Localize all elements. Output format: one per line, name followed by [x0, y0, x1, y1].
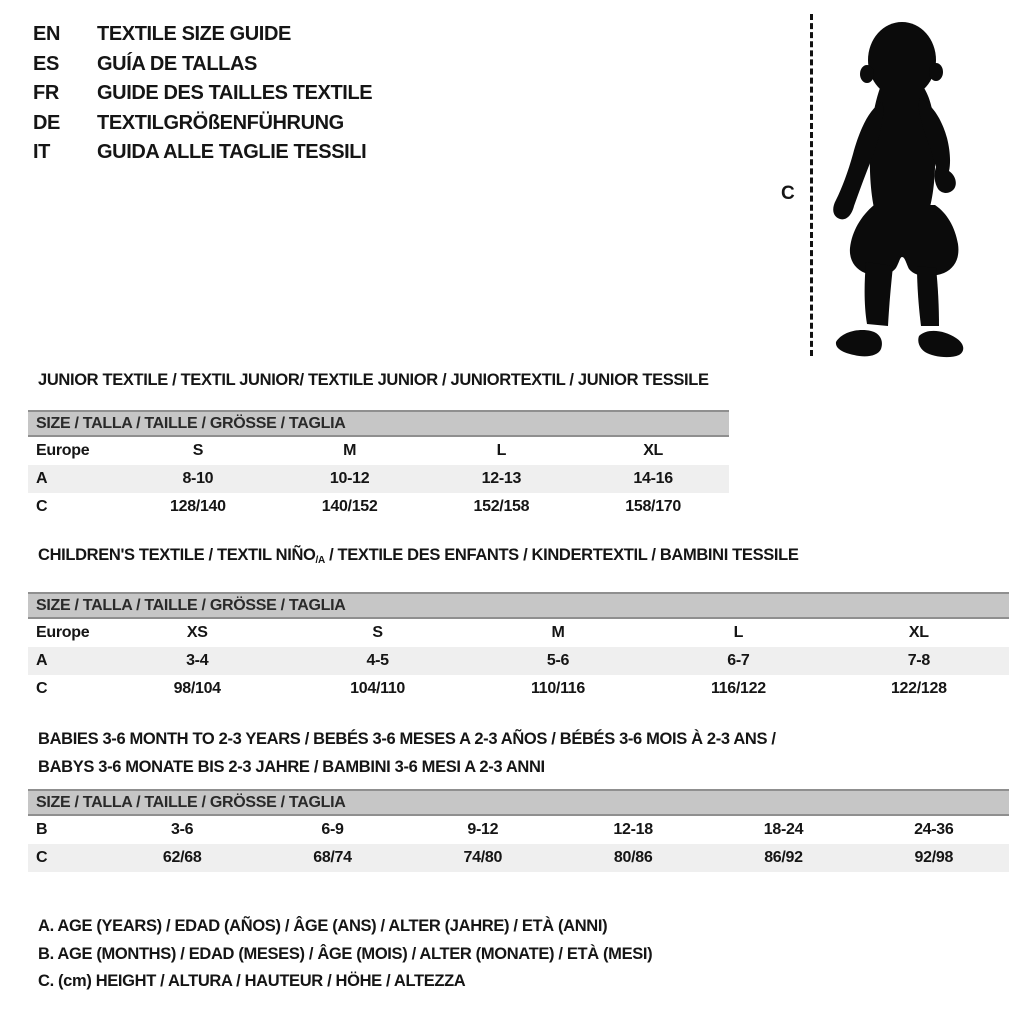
- value-cell: 62/68: [162, 849, 202, 866]
- children-title-after: / TEXTILE DES ENFANTS / KINDERTEXTIL / BAMBINI TESSILE: [324, 546, 799, 564]
- value-cell: 12-18: [613, 821, 653, 838]
- value-cell: 98/104: [173, 680, 221, 697]
- table-row-age: [28, 647, 1009, 675]
- height-measure-label: C: [781, 183, 795, 204]
- value-cell: 18-24: [763, 821, 804, 838]
- toddler-ear-right: [929, 63, 943, 81]
- value-cell: 128/140: [170, 498, 226, 515]
- babies-title-line1: BABIES 3-6 MONTH TO 2-3 YEARS / BEBÉS 3-6 MESES A 2-3 AÑOS / BÉBÉS 3-6 MOIS À 2-3 ANS /: [38, 730, 776, 748]
- size-cell: S: [372, 624, 383, 641]
- babies-section-title: [38, 726, 776, 781]
- row-label: A: [36, 470, 48, 487]
- table-row-age: [28, 465, 729, 493]
- size-cell: XS: [186, 624, 208, 641]
- table-row-height: [28, 844, 1009, 872]
- value-cell: 3-4: [186, 652, 209, 669]
- value-cell: 68/74: [313, 849, 352, 866]
- legend-line-b: B. AGE (MONTHS) / EDAD (MESES) / ÂGE (MOIS) / ALTER (MONATE) / ETÀ (MESI): [38, 944, 653, 963]
- size-cell: L: [733, 624, 744, 641]
- children-section-title: [38, 546, 799, 566]
- value-cell: 122/128: [890, 680, 947, 697]
- value-cell: 80/86: [613, 849, 653, 866]
- size-header-bar: SIZE / TALLA / TAILLE / GRÖSSE / TAGLIA: [28, 592, 1009, 619]
- region-label: Europe: [36, 624, 90, 641]
- junior-size-table: [28, 410, 729, 521]
- value-cell: 92/98: [914, 849, 954, 866]
- language-code: IT: [33, 141, 50, 163]
- babies-size-table: [28, 789, 1009, 872]
- table-row-height: [28, 675, 1009, 703]
- table-row-months: [28, 816, 1009, 844]
- size-header-bar: SIZE / TALLA / TAILLE / GRÖSSE / TAGLIA: [28, 410, 729, 437]
- language-row: [33, 20, 372, 50]
- children-title-sub: /A: [315, 555, 325, 566]
- value-cell: 74/80: [463, 849, 503, 866]
- language-code: DE: [33, 111, 60, 134]
- value-cell: 12-13: [481, 470, 522, 487]
- children-size-table: [28, 592, 1009, 703]
- value-cell: 86/92: [764, 849, 803, 866]
- table-row-sizes: [28, 619, 1009, 647]
- language-title: TEXTILGRÖßENFÜHRUNG: [97, 111, 344, 134]
- size-cell: XL: [643, 442, 664, 459]
- toddler-foot-left: [836, 330, 882, 356]
- language-row: [33, 50, 372, 80]
- size-cell: XL: [908, 624, 929, 641]
- value-cell: 116/122: [710, 680, 766, 697]
- value-cell: 7-8: [907, 652, 930, 669]
- language-title: GUIDE DES TAILLES TEXTILE: [97, 82, 373, 104]
- toddler-ear-left: [860, 65, 874, 83]
- legend-line-a: A. AGE (YEARS) / EDAD (AÑOS) / ÂGE (ANS) / ALTER (JAHRE) / ETÀ (ANNI): [38, 917, 608, 935]
- region-label: Europe: [36, 442, 90, 459]
- row-label: B: [36, 821, 48, 838]
- babies-title-line2: BABYS 3-6 MONATE BIS 2-3 JAHRE / BAMBINI 3-6 MESI A 2-3 ANNI: [38, 757, 545, 776]
- value-cell: 14-16: [633, 470, 673, 487]
- language-code: ES: [33, 52, 59, 75]
- value-cell: 152/158: [473, 498, 530, 515]
- value-cell: 4-5: [366, 652, 389, 669]
- language-title: GUÍA DE TALLAS: [97, 52, 257, 75]
- language-title: TEXTILE SIZE GUIDE: [97, 23, 291, 45]
- size-header-bar: SIZE / TALLA / TAILLE / GRÖSSE / TAGLIA: [28, 789, 1009, 816]
- size-cell: M: [343, 442, 357, 459]
- toddler-head: [868, 22, 936, 98]
- value-cell: 8-10: [182, 470, 214, 487]
- language-row: [33, 138, 372, 168]
- value-cell: 6-7: [727, 652, 750, 669]
- language-title: GUIDA ALLE TAGLIE TESSILI: [97, 141, 367, 163]
- language-title-block: [33, 20, 372, 168]
- value-cell: 5-6: [546, 652, 570, 669]
- toddler-leg-left: [865, 262, 893, 326]
- value-cell: 104/110: [350, 680, 406, 697]
- row-label: C: [36, 849, 48, 866]
- toddler-leg-right: [917, 266, 939, 326]
- value-cell: 9-12: [467, 821, 499, 838]
- language-row: [33, 79, 372, 109]
- value-cell: 6-9: [321, 821, 344, 838]
- legend-block: [38, 913, 652, 996]
- row-label: C: [36, 680, 48, 697]
- size-cell: M: [551, 624, 565, 641]
- table-row-sizes: [28, 437, 729, 465]
- height-measure-dotted-line: [810, 14, 813, 356]
- value-cell: 140/152: [321, 498, 378, 515]
- legend-line-c: C. (cm) HEIGHT / ALTURA / HAUTEUR / HÖHE / ALTEZZA: [38, 972, 466, 990]
- junior-section-title: JUNIOR TEXTILE / TEXTIL JUNIOR/ TEXTILE JUNIOR / JUNIORTEXTIL / JUNIOR TESSILE: [38, 371, 709, 389]
- language-code: FR: [33, 82, 59, 104]
- language-row: [33, 109, 372, 139]
- value-cell: 3-6: [171, 821, 194, 838]
- value-cell: 110/116: [531, 680, 585, 697]
- row-label: C: [36, 498, 48, 515]
- size-cell: S: [192, 442, 204, 459]
- language-code: EN: [33, 23, 60, 45]
- table-row-height: [28, 493, 729, 521]
- value-cell: 158/170: [625, 498, 681, 515]
- value-cell: 24-36: [914, 821, 954, 838]
- children-title-before: CHILDREN'S TEXTILE / TEXTIL NIÑO: [38, 546, 316, 564]
- row-label: A: [36, 652, 48, 669]
- toddler-foot-right: [918, 331, 963, 357]
- value-cell: 10-12: [329, 470, 370, 487]
- toddler-silhouette-image: [820, 10, 975, 360]
- size-cell: L: [496, 442, 507, 459]
